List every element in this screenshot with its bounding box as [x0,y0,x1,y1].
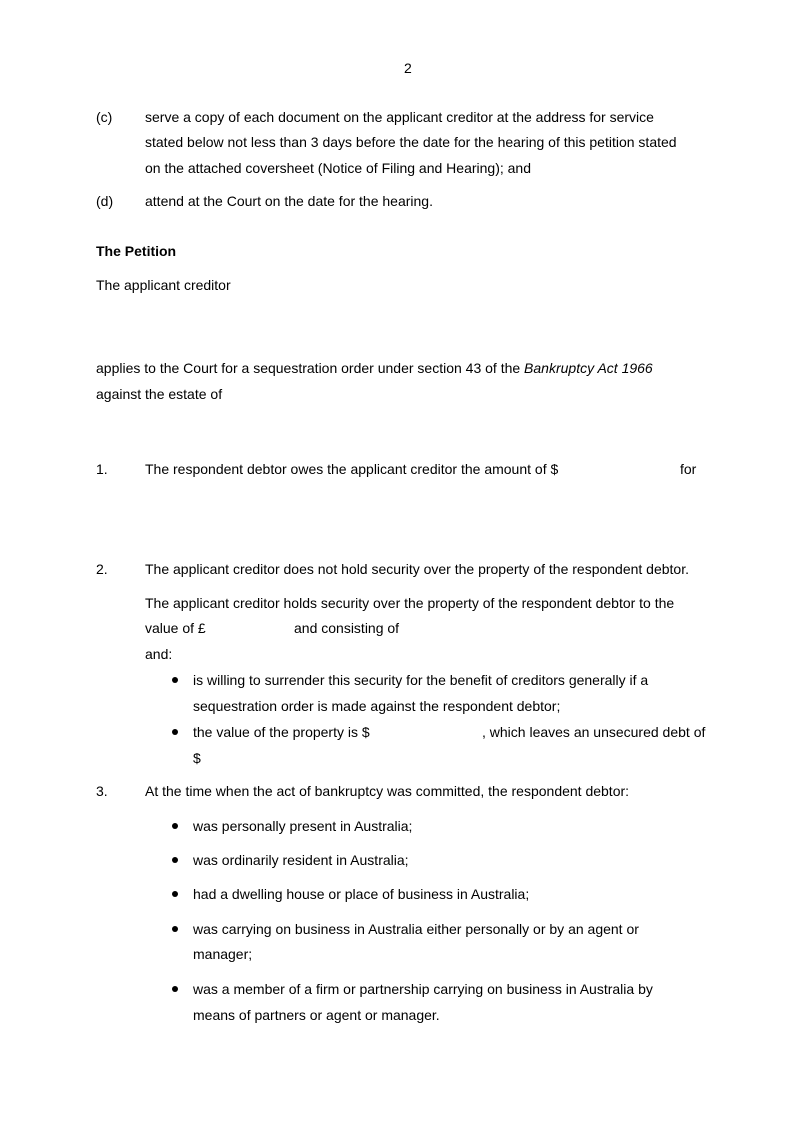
bullet-icon [172,729,178,735]
bullet-icon [172,823,178,829]
para-3-bullet-4-line-1: was carrying on business in Australia either personally or by an agent or [193,921,639,937]
item-c-line-1: serve a copy of each document on the applicant creditor at the address for service [145,109,654,125]
para-3-text: At the time when the act of bankruptcy was committed, the respondent debtor: [145,783,630,799]
item-d-marker: (d) [96,193,114,209]
para-2-and: and: [145,646,173,662]
surrender-line-1: is willing to surrender this security for the benefit of creditors generally if a [193,672,649,688]
surrender-line-2: sequestration order is made against the respondent debtor; [193,698,561,714]
para-3-bullet-2: was ordinarily resident in Australia; [193,852,409,868]
item-c-line-3: on the attached coversheet (Notice of Filing and Hearing); and [145,160,532,176]
page-number: 2 [404,60,412,76]
para-3-bullet-4-line-2: manager; [193,946,253,962]
bullet-icon [172,857,178,863]
unsecured-debt-text: , which leaves an unsecured debt of [482,724,706,740]
para-2-value-of: value of £ [145,620,206,636]
bullet-icon [172,891,178,897]
petition-heading: The Petition [96,243,177,259]
para-2-consisting: and consisting of [294,620,400,636]
para-2-holds-security: The applicant creditor holds security over the property of the respondent debtor to the [145,595,675,611]
item-d-text: attend at the Court on the date for the hearing. [145,193,433,209]
para-1-for: for [680,461,697,477]
applicant-creditor-label: The applicant creditor [96,277,231,293]
para-3-bullet-3: had a dwelling house or place of business in Australia; [193,886,530,902]
applies-line [96,360,653,377]
bullet-icon [172,986,178,992]
applies-text: applies to the Court for a sequestration order under section 43 of the [96,360,525,376]
act-title: Bankruptcy Act 1966 [524,360,653,376]
para-1-number: 1. [96,461,108,477]
para-3-bullet-5-line-2: means of partners or agent or manager. [193,1007,440,1023]
unsecured-dollar: $ [193,750,201,766]
item-c-marker: (c) [96,109,113,125]
item-c-line-2: stated below not less than 3 days before the date for the hearing of this petition stated [145,134,677,150]
para-3-bullet-5-line-1: was a member of a firm or partnership carrying on business in Australia by [193,981,653,997]
property-value-text: the value of the property is $ [193,724,370,740]
para-3-number: 3. [96,783,108,799]
para-1-text: The respondent debtor owes the applicant creditor the amount of $ [145,461,559,477]
para-2-number: 2. [96,561,108,577]
bullet-icon [172,677,178,683]
para-3-bullet-1: was personally present in Australia; [193,818,413,834]
bullet-icon [172,926,178,932]
para-2-no-security: The applicant creditor does not hold security over the property of the respondent debtor. [145,561,689,577]
against-estate: against the estate of [96,386,223,402]
